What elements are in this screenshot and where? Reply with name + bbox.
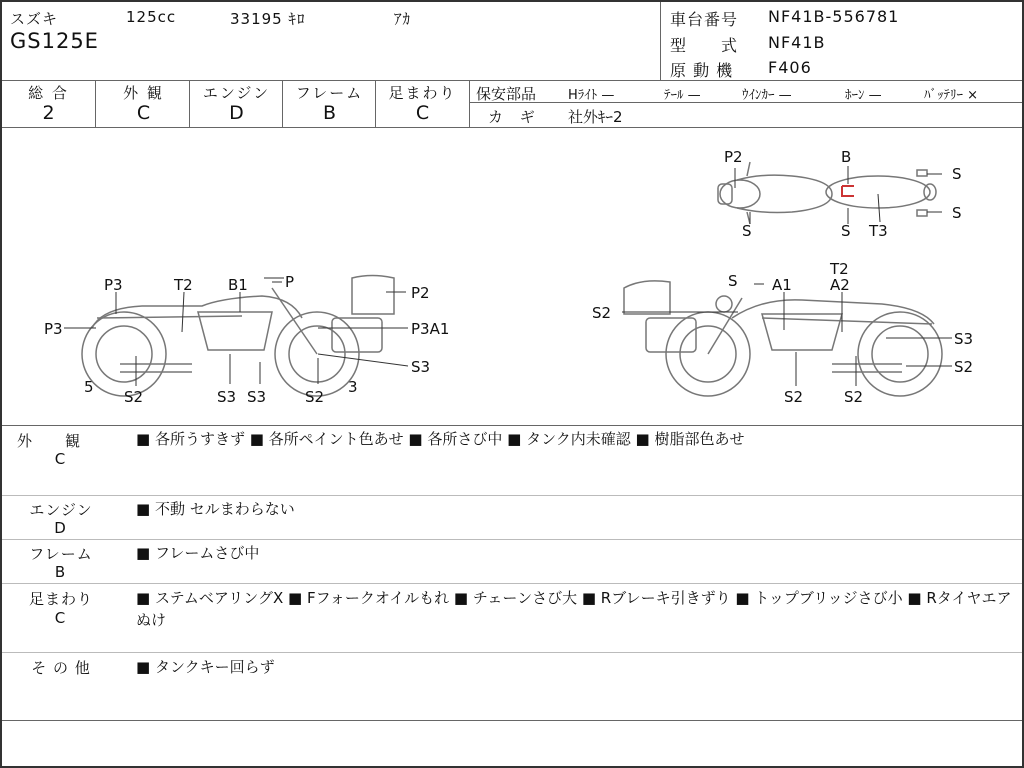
leader-lines: [64, 166, 952, 386]
diagram-label: 5: [84, 378, 94, 396]
safety-item-taillight: ﾃｰﾙ —: [664, 88, 701, 103]
diagram-label: S3: [247, 388, 267, 406]
grade-suspension: C: [415, 102, 430, 124]
grade-header-exterior: 外 観: [123, 84, 164, 102]
diagram-label: S2: [592, 304, 612, 322]
divider: [469, 80, 470, 127]
frame-no-label: 車台番号: [670, 10, 739, 29]
diagram-label: S: [728, 272, 738, 290]
safety-item-battery: ﾊﾞｯﾃﾘｰ ×: [924, 88, 979, 103]
diagram-label: P2: [724, 148, 743, 166]
engine-label: 原 動 機: [670, 61, 734, 80]
diagram-label: P3: [44, 320, 63, 338]
grade-header-engine: エンジン: [202, 84, 271, 102]
diagram-label: A1: [772, 276, 792, 294]
divider: [375, 80, 376, 127]
safety-title: 保安部品: [476, 85, 537, 103]
key-value: 社外ｷｰ2: [568, 108, 623, 126]
divider: [2, 425, 1022, 426]
divider: [282, 80, 283, 127]
section-title-engine: エンジン: [29, 501, 93, 519]
diagram-label: S2: [305, 388, 325, 406]
frame-no: NF41B-556781: [768, 7, 900, 26]
grade-header-frame: フレーム: [295, 84, 364, 102]
diagram-label: S3: [217, 388, 237, 406]
diagram-label: S3: [411, 358, 431, 376]
type-label: 型 式: [670, 36, 739, 55]
model-name: GS125E: [10, 29, 99, 53]
section-grade-frame: B: [54, 563, 66, 581]
color: ｱｶ: [394, 10, 412, 28]
diagram-label: P: [285, 273, 295, 291]
section-title-frame: フレーム: [29, 545, 93, 563]
section-grade-engine: D: [54, 519, 66, 537]
diagram-label: P2: [411, 284, 430, 302]
section-title-suspension: 足まわり: [28, 590, 93, 608]
diagram-label: T2: [174, 276, 193, 294]
safety-item-horn: ﾎｰﾝ —: [845, 88, 882, 103]
divider: [660, 2, 661, 80]
divider: [2, 720, 1022, 721]
diagram-label: B1: [228, 276, 248, 294]
grade-overall: 2: [42, 102, 55, 124]
section-text-frame: ■ フレームさび中: [136, 544, 260, 562]
diagram-label: B: [841, 148, 852, 166]
diagram-label: S2: [124, 388, 144, 406]
bike-top-view: [718, 162, 936, 224]
diagram-label: S: [952, 165, 962, 183]
section-text-suspension: ■ ステムベアリングX ■ Fフォークオイルもれ ■ チェーンさび大 ■ Rブレーキ引きずり ■ トップブリッジさび小 ■ Rタイヤエアぬけ: [136, 589, 1012, 629]
diagram-label: S3: [954, 330, 974, 348]
diagram-label: S2: [954, 358, 974, 376]
section-title-other: そ の 他: [31, 659, 91, 677]
diagram-label: T3: [869, 222, 888, 240]
engine-value: F406: [768, 58, 812, 77]
divider: [189, 80, 190, 127]
section-grade-exterior: C: [54, 450, 66, 468]
grade-engine: D: [229, 102, 244, 124]
divider: [2, 652, 1022, 653]
diagram-label: P3A1: [411, 320, 450, 338]
grade-frame: B: [322, 102, 337, 124]
safety-item-headlight: Hﾗｲﾄ —: [568, 88, 615, 103]
diagram-label: P3: [104, 276, 123, 294]
type-value: NF41B: [768, 33, 826, 52]
divider: [2, 583, 1022, 584]
section-title-exterior: 外 観: [16, 432, 81, 450]
grade-header-suspension: 足まわり: [388, 84, 457, 102]
diagram-label: A2: [830, 276, 850, 294]
section-text-engine: ■ 不動 セルまわらない: [136, 500, 295, 518]
maker: スズキ: [10, 10, 59, 28]
mileage: 33195 ｷﾛ: [230, 10, 306, 28]
diagram-label: S: [952, 204, 962, 222]
section-text-exterior: ■ 各所うすきず ■ 各所ペイント色あせ ■ 各所さび中 ■ タンク内未確認 ■ 樹脂部色あせ: [136, 430, 745, 448]
safety-item-winker: ｳｲﾝｶｰ —: [742, 88, 792, 103]
section-text-other: ■ タンクキー回らず: [136, 658, 275, 676]
damage-diagram: [2, 128, 1024, 425]
grade-header-overall: 総 合: [28, 84, 69, 102]
diagram-label: S: [841, 222, 851, 240]
diagram-label: 3: [348, 378, 358, 396]
diagram-label: S2: [844, 388, 864, 406]
diagram-label: S2: [784, 388, 804, 406]
grade-exterior: C: [136, 102, 151, 124]
divider: [2, 495, 1022, 496]
key-label: カ ギ: [488, 108, 541, 126]
divider: [95, 80, 96, 127]
section-grade-suspension: C: [54, 609, 66, 627]
divider: [2, 80, 1022, 81]
diagram-label: T2: [830, 260, 849, 278]
divider: [2, 539, 1022, 540]
displacement: 125cc: [126, 8, 177, 26]
diagram-label: S: [742, 222, 752, 240]
